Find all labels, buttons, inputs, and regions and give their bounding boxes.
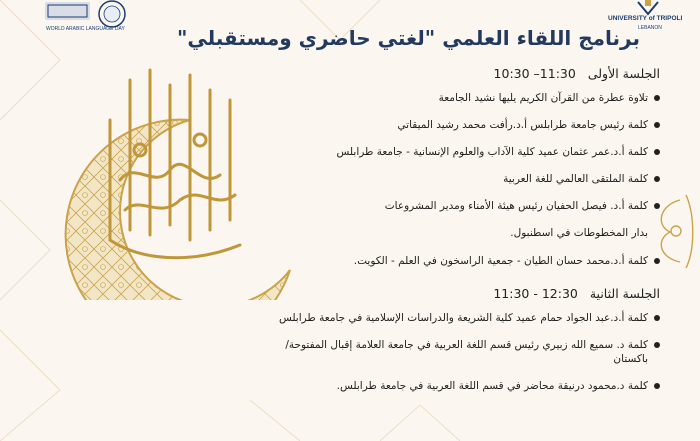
session-2-label: الجلسة الثانية bbox=[589, 286, 660, 301]
list-item: كلمة الملتقى العالمي للغة العربية bbox=[340, 172, 660, 186]
university-country: LEBANON bbox=[638, 25, 662, 31]
crescent-calligraphy bbox=[40, 60, 300, 300]
list-item: تلاوة عطرة من القرآن الكريم يليها نشيد الجامعة bbox=[340, 91, 660, 105]
list-item-continuation: بدار المخطوطات في اسطنبول. bbox=[510, 227, 648, 239]
university-name: UNIVERSITY of TRIPOLI bbox=[608, 15, 683, 22]
program-list bbox=[278, 66, 660, 393]
university-emblem-icon bbox=[598, 0, 696, 16]
list-item: كلمة أ.د.عبد الجواد حمام عميد كلية الشريعة والدراسات الإسلامية في جامعة طرابلس bbox=[340, 311, 660, 325]
world-arabic-day-logo bbox=[40, 0, 130, 34]
session-2-header bbox=[340, 286, 660, 301]
list-item: كلمة أ.د. فيصل الحفيان رئيس هيئة الأمناء ومدير المشروعات bbox=[340, 199, 660, 213]
list-item: كلمة د.محمود درنيقة محاضر في قسم اللغة العربية في جامعة طرابلس. bbox=[340, 379, 660, 393]
list-item: كلمة رئيس جامعة طرابلس أ.د.رأفت محمد رشيد الميقاتي bbox=[340, 118, 660, 132]
arabic-day-emblem-icon bbox=[40, 0, 130, 34]
session-1-time: 10:30 –11:30 bbox=[493, 66, 576, 81]
right-ornament bbox=[661, 195, 692, 268]
session-2-time: 11:30 - 12:30 bbox=[493, 286, 578, 301]
list-item-continuation: باكستان bbox=[613, 353, 648, 365]
list-item: كلمة أ.د.محمد حسان الطيان - جمعية الراسخون في العلم - الكويت. bbox=[340, 254, 660, 268]
list-item: كلمة د. سميع الله زبيري رئيس قسم اللغة العربية في جامعة العلامة إقبال المفتوحة/ bbox=[340, 338, 660, 352]
list-item: كلمة أ.د.عمر عثمان عميد كلية الآداب والعلوم الإنسانية - جامعة طرابلس bbox=[340, 145, 660, 159]
logo-left-caption: WORLD ARABIC LANGUAGE DAY bbox=[46, 26, 125, 32]
session-1-header bbox=[340, 66, 660, 81]
session-1-label: الجلسة الأولى bbox=[587, 66, 660, 81]
page-title: برنامج اللقاء العلمي "لغتي حاضري ومستقبلي" bbox=[176, 26, 640, 50]
